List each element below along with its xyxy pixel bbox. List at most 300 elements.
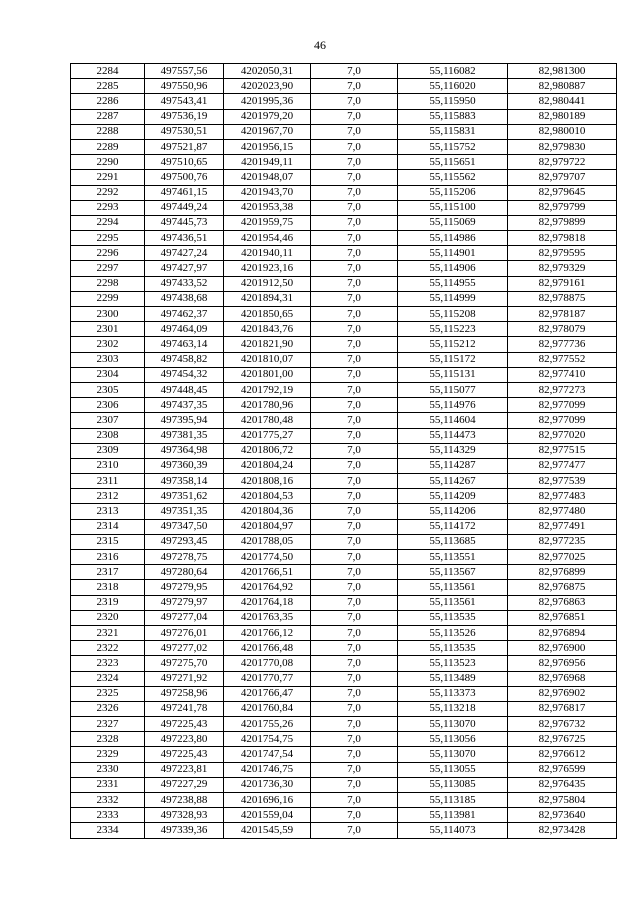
- longitude-cell: 82,976968: [508, 671, 617, 686]
- table-row: [71, 671, 617, 686]
- point-number-cell: 2318: [71, 580, 145, 595]
- latitude-cell: 55,115831: [398, 124, 508, 139]
- value-cell: 7,0: [311, 610, 398, 625]
- value-cell: 7,0: [311, 124, 398, 139]
- table-row: [71, 276, 617, 291]
- longitude-cell: 82,976732: [508, 717, 617, 732]
- longitude-cell: 82,977020: [508, 428, 617, 443]
- table-row: [71, 823, 617, 838]
- point-number-cell: 2302: [71, 337, 145, 352]
- y-coordinate-cell: 4201760,84: [224, 701, 311, 716]
- latitude-cell: 55,113489: [398, 671, 508, 686]
- table-row: [71, 200, 617, 215]
- table-row: [71, 717, 617, 732]
- x-coordinate-cell: 497225,43: [145, 717, 224, 732]
- value-cell: 7,0: [311, 337, 398, 352]
- table-row: [71, 170, 617, 185]
- y-coordinate-cell: 4201967,70: [224, 124, 311, 139]
- y-coordinate-cell: 4201954,46: [224, 231, 311, 246]
- point-number-cell: 2299: [71, 291, 145, 306]
- point-number-cell: 2284: [71, 64, 145, 79]
- point-number-cell: 2291: [71, 170, 145, 185]
- point-number-cell: 2324: [71, 671, 145, 686]
- table-row: [71, 382, 617, 397]
- value-cell: 7,0: [311, 656, 398, 671]
- y-coordinate-cell: 4201959,75: [224, 215, 311, 230]
- x-coordinate-cell: 497277,02: [145, 641, 224, 656]
- x-coordinate-cell: 497351,35: [145, 504, 224, 519]
- value-cell: 7,0: [311, 489, 398, 504]
- y-coordinate-cell: 4201764,18: [224, 595, 311, 610]
- longitude-cell: 82,977515: [508, 443, 617, 458]
- table-row: [71, 124, 617, 139]
- table-row: [71, 79, 617, 94]
- point-number-cell: 2320: [71, 610, 145, 625]
- x-coordinate-cell: 497454,32: [145, 367, 224, 382]
- x-coordinate-cell: 497279,95: [145, 580, 224, 595]
- y-coordinate-cell: 4201696,16: [224, 793, 311, 808]
- longitude-cell: 82,975804: [508, 793, 617, 808]
- y-coordinate-cell: 4201766,51: [224, 565, 311, 580]
- latitude-cell: 55,115883: [398, 109, 508, 124]
- x-coordinate-cell: 497241,78: [145, 701, 224, 716]
- coordinates-table: [70, 63, 617, 839]
- y-coordinate-cell: 4201948,07: [224, 170, 311, 185]
- longitude-cell: 82,977483: [508, 489, 617, 504]
- latitude-cell: 55,114986: [398, 231, 508, 246]
- x-coordinate-cell: 497280,64: [145, 565, 224, 580]
- point-number-cell: 2321: [71, 625, 145, 640]
- value-cell: 7,0: [311, 580, 398, 595]
- longitude-cell: 82,976435: [508, 777, 617, 792]
- latitude-cell: 55,113085: [398, 777, 508, 792]
- y-coordinate-cell: 4201940,11: [224, 246, 311, 261]
- latitude-cell: 55,114073: [398, 823, 508, 838]
- point-number-cell: 2297: [71, 261, 145, 276]
- point-number-cell: 2314: [71, 519, 145, 534]
- value-cell: 7,0: [311, 793, 398, 808]
- latitude-cell: 55,114906: [398, 261, 508, 276]
- longitude-cell: 82,979799: [508, 200, 617, 215]
- latitude-cell: 55,114287: [398, 458, 508, 473]
- table-row: [71, 625, 617, 640]
- value-cell: 7,0: [311, 534, 398, 549]
- value-cell: 7,0: [311, 367, 398, 382]
- longitude-cell: 82,977025: [508, 550, 617, 565]
- longitude-cell: 82,979595: [508, 246, 617, 261]
- y-coordinate-cell: 4201923,16: [224, 261, 311, 276]
- x-coordinate-cell: 497463,14: [145, 337, 224, 352]
- latitude-cell: 55,116020: [398, 79, 508, 94]
- latitude-cell: 55,114999: [398, 291, 508, 306]
- x-coordinate-cell: 497500,76: [145, 170, 224, 185]
- y-coordinate-cell: 4201943,70: [224, 185, 311, 200]
- value-cell: 7,0: [311, 777, 398, 792]
- point-number-cell: 2313: [71, 504, 145, 519]
- latitude-cell: 55,113535: [398, 641, 508, 656]
- point-number-cell: 2296: [71, 246, 145, 261]
- table-row: [71, 808, 617, 823]
- x-coordinate-cell: 497360,39: [145, 458, 224, 473]
- longitude-cell: 82,980441: [508, 94, 617, 109]
- x-coordinate-cell: 497351,62: [145, 489, 224, 504]
- y-coordinate-cell: 4201821,90: [224, 337, 311, 352]
- longitude-cell: 82,977099: [508, 413, 617, 428]
- value-cell: 7,0: [311, 200, 398, 215]
- y-coordinate-cell: 4201754,75: [224, 732, 311, 747]
- value-cell: 7,0: [311, 428, 398, 443]
- x-coordinate-cell: 497395,94: [145, 413, 224, 428]
- y-coordinate-cell: 4201780,48: [224, 413, 311, 428]
- table-row: [71, 413, 617, 428]
- y-coordinate-cell: 4201770,08: [224, 656, 311, 671]
- longitude-cell: 82,976902: [508, 686, 617, 701]
- point-number-cell: 2326: [71, 701, 145, 716]
- y-coordinate-cell: 4202050,31: [224, 64, 311, 79]
- latitude-cell: 55,113551: [398, 550, 508, 565]
- value-cell: 7,0: [311, 261, 398, 276]
- x-coordinate-cell: 497381,35: [145, 428, 224, 443]
- table-row: [71, 504, 617, 519]
- latitude-cell: 55,113523: [398, 656, 508, 671]
- value-cell: 7,0: [311, 625, 398, 640]
- longitude-cell: 82,977410: [508, 367, 617, 382]
- latitude-cell: 55,113561: [398, 595, 508, 610]
- table-row: [71, 428, 617, 443]
- x-coordinate-cell: 497458,82: [145, 352, 224, 367]
- point-number-cell: 2301: [71, 322, 145, 337]
- longitude-cell: 82,976725: [508, 732, 617, 747]
- table-row: [71, 701, 617, 716]
- x-coordinate-cell: 497433,52: [145, 276, 224, 291]
- longitude-cell: 82,973640: [508, 808, 617, 823]
- latitude-cell: 55,113070: [398, 717, 508, 732]
- x-coordinate-cell: 497347,50: [145, 519, 224, 534]
- point-number-cell: 2293: [71, 200, 145, 215]
- longitude-cell: 82,979329: [508, 261, 617, 276]
- table-row: [71, 656, 617, 671]
- point-number-cell: 2294: [71, 215, 145, 230]
- longitude-cell: 82,976894: [508, 625, 617, 640]
- latitude-cell: 55,113070: [398, 747, 508, 762]
- point-number-cell: 2310: [71, 458, 145, 473]
- coordinates-table-body: [71, 64, 617, 839]
- x-coordinate-cell: 497557,56: [145, 64, 224, 79]
- value-cell: 7,0: [311, 762, 398, 777]
- latitude-cell: 55,116082: [398, 64, 508, 79]
- longitude-cell: 82,977273: [508, 382, 617, 397]
- longitude-cell: 82,976899: [508, 565, 617, 580]
- table-row: [71, 777, 617, 792]
- x-coordinate-cell: 497358,14: [145, 474, 224, 489]
- value-cell: 7,0: [311, 458, 398, 473]
- latitude-cell: 55,113373: [398, 686, 508, 701]
- latitude-cell: 55,114267: [398, 474, 508, 489]
- table-row: [71, 793, 617, 808]
- latitude-cell: 55,115651: [398, 155, 508, 170]
- longitude-cell: 82,977539: [508, 474, 617, 489]
- x-coordinate-cell: 497462,37: [145, 307, 224, 322]
- table-row: [71, 474, 617, 489]
- y-coordinate-cell: 4201912,50: [224, 276, 311, 291]
- table-row: [71, 762, 617, 777]
- point-number-cell: 2307: [71, 413, 145, 428]
- latitude-cell: 55,115206: [398, 185, 508, 200]
- y-coordinate-cell: 4201806,72: [224, 443, 311, 458]
- table-row: [71, 641, 617, 656]
- page-number: 46: [314, 38, 326, 52]
- value-cell: 7,0: [311, 686, 398, 701]
- y-coordinate-cell: 4201956,15: [224, 139, 311, 154]
- longitude-cell: 82,978187: [508, 307, 617, 322]
- value-cell: 7,0: [311, 443, 398, 458]
- latitude-cell: 55,113218: [398, 701, 508, 716]
- point-number-cell: 2330: [71, 762, 145, 777]
- value-cell: 7,0: [311, 139, 398, 154]
- x-coordinate-cell: 497279,97: [145, 595, 224, 610]
- y-coordinate-cell: 4201843,76: [224, 322, 311, 337]
- x-coordinate-cell: 497225,43: [145, 747, 224, 762]
- table-row: [71, 337, 617, 352]
- point-number-cell: 2317: [71, 565, 145, 580]
- longitude-cell: 82,979899: [508, 215, 617, 230]
- value-cell: 7,0: [311, 701, 398, 716]
- table-row: [71, 322, 617, 337]
- longitude-cell: 82,976851: [508, 610, 617, 625]
- latitude-cell: 55,113185: [398, 793, 508, 808]
- point-number-cell: 2311: [71, 474, 145, 489]
- x-coordinate-cell: 497223,81: [145, 762, 224, 777]
- x-coordinate-cell: 497510,65: [145, 155, 224, 170]
- x-coordinate-cell: 497276,01: [145, 625, 224, 640]
- y-coordinate-cell: 4201764,92: [224, 580, 311, 595]
- value-cell: 7,0: [311, 717, 398, 732]
- table-row: [71, 246, 617, 261]
- longitude-cell: 82,979818: [508, 231, 617, 246]
- value-cell: 7,0: [311, 671, 398, 686]
- latitude-cell: 55,113561: [398, 580, 508, 595]
- y-coordinate-cell: 4201995,36: [224, 94, 311, 109]
- x-coordinate-cell: 497521,87: [145, 139, 224, 154]
- x-coordinate-cell: 497271,92: [145, 671, 224, 686]
- point-number-cell: 2334: [71, 823, 145, 838]
- point-number-cell: 2316: [71, 550, 145, 565]
- value-cell: 7,0: [311, 732, 398, 747]
- table-row: [71, 139, 617, 154]
- x-coordinate-cell: 497461,15: [145, 185, 224, 200]
- latitude-cell: 55,115223: [398, 322, 508, 337]
- point-number-cell: 2333: [71, 808, 145, 823]
- latitude-cell: 55,115131: [398, 367, 508, 382]
- longitude-cell: 82,976956: [508, 656, 617, 671]
- y-coordinate-cell: 4201775,27: [224, 428, 311, 443]
- table-row: [71, 443, 617, 458]
- point-number-cell: 2332: [71, 793, 145, 808]
- x-coordinate-cell: 497427,24: [145, 246, 224, 261]
- longitude-cell: 82,976900: [508, 641, 617, 656]
- y-coordinate-cell: 4201788,05: [224, 534, 311, 549]
- latitude-cell: 55,115950: [398, 94, 508, 109]
- latitude-cell: 55,115212: [398, 337, 508, 352]
- point-number-cell: 2298: [71, 276, 145, 291]
- point-number-cell: 2308: [71, 428, 145, 443]
- point-number-cell: 2322: [71, 641, 145, 656]
- table-row: [71, 610, 617, 625]
- table-row: [71, 732, 617, 747]
- value-cell: 7,0: [311, 64, 398, 79]
- latitude-cell: 55,114209: [398, 489, 508, 504]
- y-coordinate-cell: 4201766,12: [224, 625, 311, 640]
- table-row: [71, 686, 617, 701]
- latitude-cell: 55,113567: [398, 565, 508, 580]
- point-number-cell: 2286: [71, 94, 145, 109]
- latitude-cell: 55,115562: [398, 170, 508, 185]
- longitude-cell: 82,977552: [508, 352, 617, 367]
- table-row: [71, 352, 617, 367]
- latitude-cell: 55,115069: [398, 215, 508, 230]
- value-cell: 7,0: [311, 291, 398, 306]
- point-number-cell: 2329: [71, 747, 145, 762]
- longitude-cell: 82,976599: [508, 762, 617, 777]
- latitude-cell: 55,115752: [398, 139, 508, 154]
- table-row: [71, 155, 617, 170]
- y-coordinate-cell: 4201949,11: [224, 155, 311, 170]
- value-cell: 7,0: [311, 550, 398, 565]
- y-coordinate-cell: 4201766,48: [224, 641, 311, 656]
- value-cell: 7,0: [311, 185, 398, 200]
- x-coordinate-cell: 497449,24: [145, 200, 224, 215]
- table-row: [71, 580, 617, 595]
- table-row: [71, 565, 617, 580]
- point-number-cell: 2323: [71, 656, 145, 671]
- longitude-cell: 82,979161: [508, 276, 617, 291]
- y-coordinate-cell: 4201766,47: [224, 686, 311, 701]
- longitude-cell: 82,977477: [508, 458, 617, 473]
- y-coordinate-cell: 4201755,26: [224, 717, 311, 732]
- x-coordinate-cell: 497437,35: [145, 398, 224, 413]
- table-row: [71, 261, 617, 276]
- point-number-cell: 2304: [71, 367, 145, 382]
- value-cell: 7,0: [311, 474, 398, 489]
- value-cell: 7,0: [311, 307, 398, 322]
- value-cell: 7,0: [311, 246, 398, 261]
- y-coordinate-cell: 4201804,97: [224, 519, 311, 534]
- x-coordinate-cell: 497530,51: [145, 124, 224, 139]
- value-cell: 7,0: [311, 382, 398, 397]
- table-row: [71, 64, 617, 79]
- y-coordinate-cell: 4201746,75: [224, 762, 311, 777]
- latitude-cell: 55,113981: [398, 808, 508, 823]
- point-number-cell: 2306: [71, 398, 145, 413]
- x-coordinate-cell: 497364,98: [145, 443, 224, 458]
- latitude-cell: 55,115100: [398, 200, 508, 215]
- x-coordinate-cell: 497438,68: [145, 291, 224, 306]
- longitude-cell: 82,980010: [508, 124, 617, 139]
- point-number-cell: 2290: [71, 155, 145, 170]
- table-row: [71, 215, 617, 230]
- y-coordinate-cell: 4201894,31: [224, 291, 311, 306]
- point-number-cell: 2305: [71, 382, 145, 397]
- point-number-cell: 2328: [71, 732, 145, 747]
- table-row: [71, 109, 617, 124]
- x-coordinate-cell: 497277,04: [145, 610, 224, 625]
- latitude-cell: 55,114172: [398, 519, 508, 534]
- point-number-cell: 2287: [71, 109, 145, 124]
- x-coordinate-cell: 497339,36: [145, 823, 224, 838]
- table-row: [71, 519, 617, 534]
- table-row: [71, 595, 617, 610]
- longitude-cell: 82,979645: [508, 185, 617, 200]
- latitude-cell: 55,115172: [398, 352, 508, 367]
- longitude-cell: 82,980189: [508, 109, 617, 124]
- longitude-cell: 82,976817: [508, 701, 617, 716]
- y-coordinate-cell: 4201792,19: [224, 382, 311, 397]
- x-coordinate-cell: 497448,45: [145, 382, 224, 397]
- value-cell: 7,0: [311, 276, 398, 291]
- latitude-cell: 55,114976: [398, 398, 508, 413]
- y-coordinate-cell: 4201850,65: [224, 307, 311, 322]
- value-cell: 7,0: [311, 170, 398, 185]
- point-number-cell: 2315: [71, 534, 145, 549]
- point-number-cell: 2319: [71, 595, 145, 610]
- table-row: [71, 185, 617, 200]
- value-cell: 7,0: [311, 231, 398, 246]
- y-coordinate-cell: 4201736,30: [224, 777, 311, 792]
- latitude-cell: 55,114206: [398, 504, 508, 519]
- longitude-cell: 82,976875: [508, 580, 617, 595]
- latitude-cell: 55,113535: [398, 610, 508, 625]
- value-cell: 7,0: [311, 519, 398, 534]
- y-coordinate-cell: 4201545,59: [224, 823, 311, 838]
- x-coordinate-cell: 497550,96: [145, 79, 224, 94]
- table-row: [71, 231, 617, 246]
- value-cell: 7,0: [311, 808, 398, 823]
- longitude-cell: 82,978079: [508, 322, 617, 337]
- y-coordinate-cell: 4201953,38: [224, 200, 311, 215]
- y-coordinate-cell: 4201804,36: [224, 504, 311, 519]
- value-cell: 7,0: [311, 595, 398, 610]
- point-number-cell: 2289: [71, 139, 145, 154]
- longitude-cell: 82,977736: [508, 337, 617, 352]
- latitude-cell: 55,113056: [398, 732, 508, 747]
- point-number-cell: 2325: [71, 686, 145, 701]
- y-coordinate-cell: 4201763,35: [224, 610, 311, 625]
- y-coordinate-cell: 4201770,77: [224, 671, 311, 686]
- value-cell: 7,0: [311, 398, 398, 413]
- table-row: [71, 291, 617, 306]
- table-row: [71, 94, 617, 109]
- latitude-cell: 55,114473: [398, 428, 508, 443]
- latitude-cell: 55,114901: [398, 246, 508, 261]
- latitude-cell: 55,114604: [398, 413, 508, 428]
- latitude-cell: 55,113055: [398, 762, 508, 777]
- x-coordinate-cell: 497436,51: [145, 231, 224, 246]
- y-coordinate-cell: 4201808,16: [224, 474, 311, 489]
- longitude-cell: 82,981300: [508, 64, 617, 79]
- point-number-cell: 2288: [71, 124, 145, 139]
- x-coordinate-cell: 497328,93: [145, 808, 224, 823]
- longitude-cell: 82,980887: [508, 79, 617, 94]
- point-number-cell: 2312: [71, 489, 145, 504]
- point-number-cell: 2303: [71, 352, 145, 367]
- longitude-cell: 82,977235: [508, 534, 617, 549]
- point-number-cell: 2331: [71, 777, 145, 792]
- x-coordinate-cell: 497543,41: [145, 94, 224, 109]
- point-number-cell: 2327: [71, 717, 145, 732]
- value-cell: 7,0: [311, 322, 398, 337]
- value-cell: 7,0: [311, 155, 398, 170]
- x-coordinate-cell: 497464,09: [145, 322, 224, 337]
